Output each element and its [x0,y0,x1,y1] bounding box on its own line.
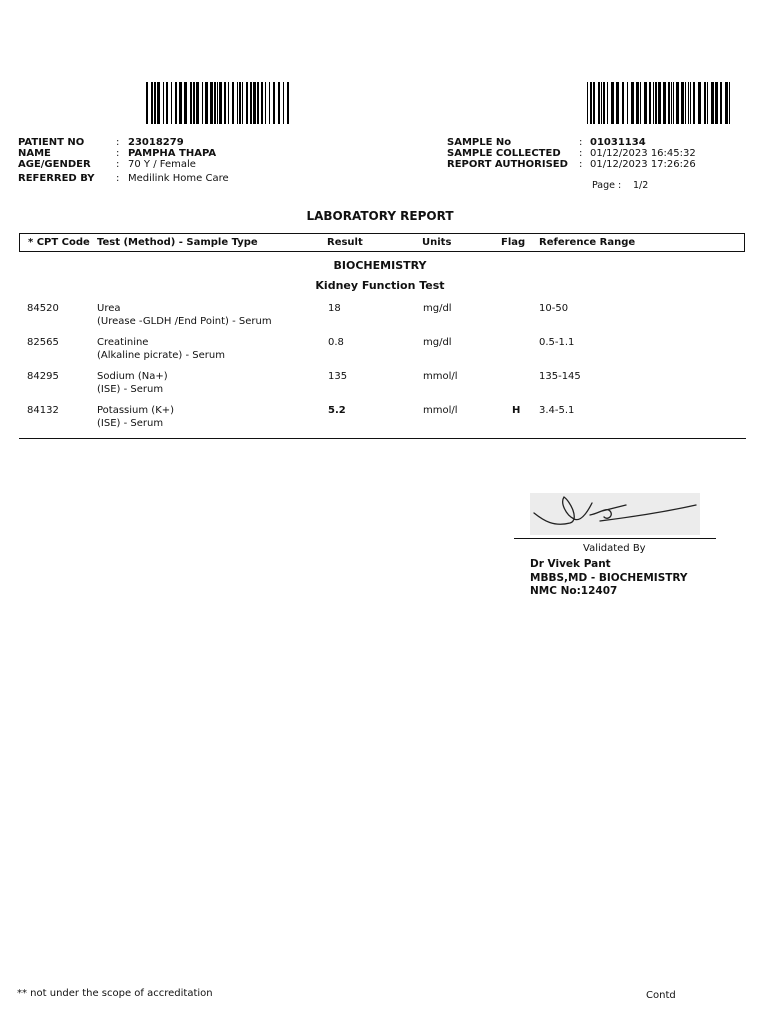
barcode-bar [214,82,216,124]
table-row [0,371,768,399]
age-gender-label: AGE/GENDER [18,159,91,170]
barcode-bar [653,82,654,124]
barcode-bar [202,82,203,124]
validator-name: Dr Vivek Pant [530,558,611,570]
barcode-bar [237,82,238,124]
cpt-code: 82565 [27,337,59,348]
test-name: Urea [97,303,121,314]
barcode-bar [179,82,182,124]
barcode-bar [250,82,252,124]
barcode-bar [287,82,289,124]
barcode-bar [636,82,639,124]
validated-by-label: Validated By [583,543,646,554]
header-cpt-code: * CPT Code [28,237,90,248]
sample-collected-value: 01/12/2023 16:45:32 [590,148,696,159]
barcode-bar [720,82,722,124]
page-label: Page : [592,180,622,191]
flag-high: H [512,405,521,416]
patient-barcode [146,82,291,124]
barcode-bar [184,82,187,124]
barcode-bar [607,82,608,124]
cpt-code: 84520 [27,303,59,314]
barcode-bar [219,82,222,124]
colon: : [116,137,120,148]
barcode-bar [676,82,679,124]
barcode-bar [210,82,213,124]
barcode-bar [175,82,177,124]
reference-range: 3.4-5.1 [539,405,575,416]
colon: : [116,148,120,159]
colon: : [579,137,583,148]
table-row [0,405,768,433]
barcode-bar [246,82,248,124]
test-name: Potassium (K+) [97,405,175,416]
barcode-bar [668,82,670,124]
barcode-bar [151,82,153,124]
barcode-bar [640,82,641,124]
barcode-bar [649,82,651,124]
barcode-bar [598,82,600,124]
barcode-bar [671,82,672,124]
barcode-bar [616,82,619,124]
result-value-abnormal: 5.2 [328,405,346,416]
test-method: (Alkaline picrate) - Serum [97,349,225,361]
report-title: LABORATORY REPORT [306,209,454,223]
colon: : [116,159,120,170]
table-bottom-rule [19,438,746,439]
validator-qualification: MBBS,MD - BIOCHEMISTRY [530,572,688,584]
units: mmol/l [423,371,458,382]
reference-range: 10-50 [539,303,569,314]
barcode-bar [685,82,686,124]
barcode-bar [193,82,195,124]
barcode-bar [154,82,156,124]
barcode-bar [171,82,172,124]
barcode-bar [603,82,605,124]
continued-label: Contd [646,990,676,1001]
report-authorised-label: REPORT AUTHORISED [447,159,568,170]
sample-no-label: SAMPLE No [447,137,512,148]
validator-nmc-number: NMC No:12407 [530,585,618,597]
subsection-heading: Kidney Function Test [315,279,445,292]
referred-by-label: REFERRED BY [18,173,95,184]
barcode-bar [257,82,259,124]
name-label: NAME [18,148,51,159]
patient-no-label: PATIENT NO [18,137,85,148]
name-value: PAMPHA THAPA [128,148,217,159]
barcode-bar [711,82,714,124]
barcode-bar [590,82,592,124]
colon: : [579,148,583,159]
barcode-bar [224,82,226,124]
barcode-bar [278,82,280,124]
colon: : [116,173,120,184]
result-value: 0.8 [328,337,344,348]
header-flag: Flag [501,237,526,248]
cpt-code: 84295 [27,371,59,382]
barcode-bar [261,82,263,124]
units: mg/dl [423,303,452,314]
barcode-bar [587,82,588,124]
barcode-bar [627,82,628,124]
barcode-bar [196,82,199,124]
result-value: 135 [328,371,348,382]
barcode-bar [242,82,243,124]
barcode-bar [644,82,647,124]
units: mmol/l [423,405,458,416]
test-name: Creatinine [97,337,149,348]
barcode-bar [611,82,614,124]
barcode-bar [265,82,266,124]
barcode-bar [725,82,728,124]
result-value: 18 [328,303,341,314]
barcode-bar [273,82,275,124]
signature-image [530,493,700,535]
barcode-bar [698,82,701,124]
barcode-bar [166,82,168,124]
sample-collected-label: SAMPLE COLLECTED [447,148,561,159]
barcode-bar [707,82,708,124]
signature-line [514,538,716,539]
reference-range: 0.5-1.1 [539,337,575,348]
barcode-bar [157,82,160,124]
barcode-bar [601,82,602,124]
barcode-bar [655,82,657,124]
barcode-bar [232,82,234,124]
barcode-bar [205,82,208,124]
header-reference-range: Reference Range [539,237,636,248]
barcode-bar [673,82,674,124]
barcode-bar [631,82,634,124]
barcode-bar [269,82,270,124]
barcode-bar [283,82,284,124]
colon: : [579,159,583,170]
section-heading: BIOCHEMISTRY [333,259,427,272]
units: mg/dl [423,337,452,348]
header-result: Result [327,237,363,248]
cpt-code: 84132 [27,405,59,416]
header-units: Units [422,237,452,248]
barcode-bar [688,82,689,124]
barcode-bar [163,82,164,124]
barcode-bar [239,82,241,124]
barcode-bar [704,82,706,124]
age-gender-value: 70 Y / Female [128,159,196,170]
test-method: (Urease -GLDH /End Point) - Serum [97,315,272,327]
barcode-bar [715,82,718,124]
barcode-bar [146,82,148,124]
barcode-bar [693,82,695,124]
barcode-bar [658,82,661,124]
patient-no-value: 23018279 [128,137,184,148]
barcode-bar [593,82,595,124]
table-row [0,303,768,331]
header-test: Test (Method) - Sample Type [97,237,258,248]
report-authorised-value: 01/12/2023 17:26:26 [590,159,696,170]
accreditation-note: ** not under the scope of accreditation [17,988,213,999]
reference-range: 135-145 [539,371,581,382]
barcode-bar [217,82,218,124]
barcode-bar [663,82,666,124]
referred-by-value: Medilink Home Care [128,173,229,184]
page-number: 1/2 [633,180,649,191]
sample-no-value: 01031134 [590,137,646,148]
barcode-bar [190,82,192,124]
barcode-bar [253,82,256,124]
table-row [0,337,768,365]
sample-barcode [587,82,732,124]
test-method: (ISE) - Serum [97,383,164,395]
test-method: (ISE) - Serum [97,417,164,429]
barcode-bar [729,82,730,124]
barcode-bar [690,82,691,124]
barcode-bar [228,82,229,124]
barcode-bar [681,82,684,124]
test-name: Sodium (Na+) [97,371,168,382]
barcode-bar [622,82,624,124]
table-header [19,233,745,252]
